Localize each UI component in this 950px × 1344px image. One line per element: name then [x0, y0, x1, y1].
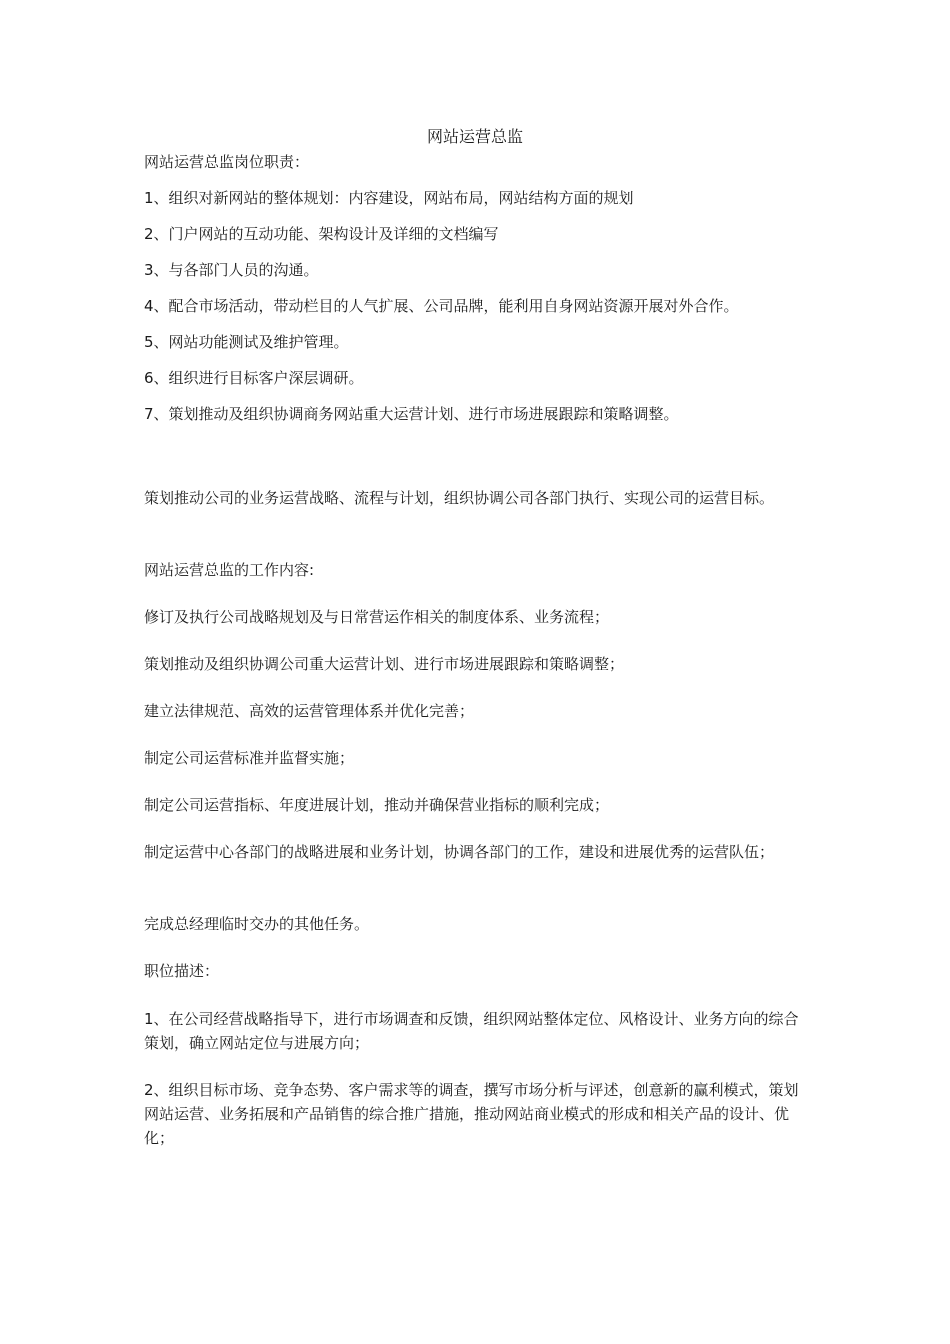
responsibility-item-4: 4、配合市场活动，带动栏目的人气扩展、公司品牌，能利用自身网站资源开展对外合作。 — [144, 297, 739, 315]
responsibility-item-5: 5、网站功能测试及维护管理。 — [144, 333, 349, 351]
responsibilities-heading: 网站运营总监岗位职责： — [144, 153, 310, 171]
work-item-4: 制定公司运营标准并监督实施； — [144, 749, 355, 767]
responsibility-item-1: 1、组织对新网站的整体规划：内容建设，网站布局，网站结构方面的规划 — [144, 189, 634, 207]
responsibility-item-7: 7、策划推动及组织协调商务网站重大运营计划、进行市场进展跟踪和策略调整。 — [144, 405, 679, 423]
summary-paragraph: 策划推动公司的业务运营战略、流程与计划，组织协调公司各部门执行、实现公司的运营目标。 — [144, 489, 775, 507]
work-heading: 网站运营总监的工作内容: — [144, 561, 315, 579]
work-item-6: 制定运营中心各部门的战略进展和业务计划，协调各部门的工作，建设和进展优秀的运营队伍； — [144, 843, 775, 861]
work-item-2: 策划推动及组织协调公司重大运营计划、进行市场进展跟踪和策略调整； — [144, 655, 625, 673]
responsibility-item-2: 2、门户网站的互动功能、架构设计及详细的文档编写 — [144, 225, 499, 243]
work-item-7: 完成总经理临时交办的其他任务。 — [144, 915, 370, 933]
description-heading: 职位描述： — [144, 962, 220, 980]
description-item-2: 2、组织目标市场、竞争态势、客户需求等的调查，撰写市场分析与评述，创意新的赢利模式，策划网站运营、业务拓展和产品销售的综合推广措施，推动网站商业模式的形成和相关产品的设计、优化； — [144, 1081, 799, 1147]
responsibility-item-6: 6、组织进行目标客户深层调研。 — [144, 369, 364, 387]
work-item-5: 制定公司运营指标、年度进展计划，推动并确保营业指标的顺利完成； — [144, 796, 610, 814]
document-title: 网站运营总监 — [426, 127, 523, 146]
description-item-1: 1、在公司经营战略指导下，进行市场调查和反馈，组织网站整体定位、风格设计、业务方向的综合策划，确立网站定位与进展方向； — [144, 1010, 799, 1052]
work-item-1: 修订及执行公司战略规划及与日常营运作相关的制度体系、业务流程； — [144, 608, 610, 626]
responsibility-item-3: 3、与各部门人员的沟通。 — [144, 261, 319, 279]
work-item-3: 建立法律规范、高效的运营管理体系并优化完善； — [144, 702, 475, 720]
